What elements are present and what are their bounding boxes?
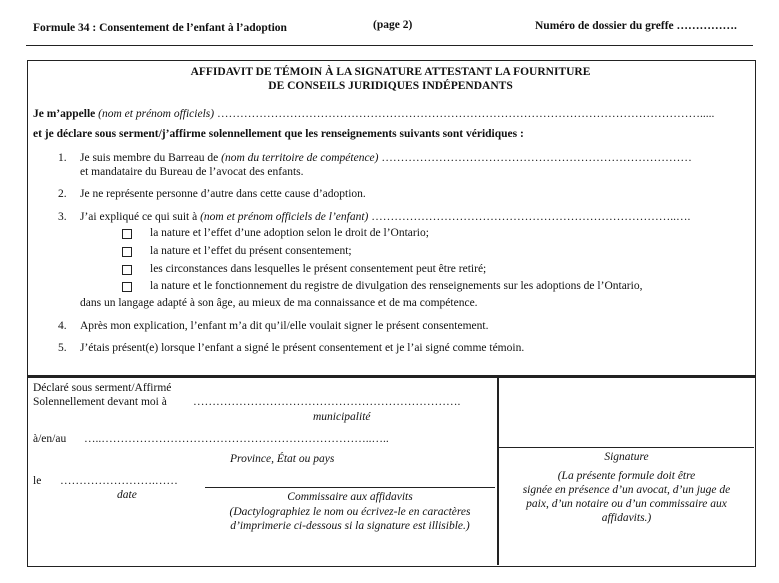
declaration: et je déclare sous serment/j’affirme solennellement que les renseignements suivants sont véridiques : xyxy=(33,128,524,140)
signature-note2: signée en présence d’un avocat, d’un juge de xyxy=(522,484,731,496)
commissioner-label: Commissaire aux affidavits xyxy=(287,491,413,503)
item1-line xyxy=(80,152,692,164)
sworn-line1: Déclaré sous serment/Affirmé xyxy=(33,382,172,394)
check-label-2: la nature et l’effet du présent consentement; xyxy=(150,245,352,257)
item1-number: 1. xyxy=(58,152,67,164)
item5-text: J’étais présent(e) lorsque l’enfant a signé le présent consentement et je l’ai signé comme témoin. xyxy=(80,342,525,354)
signature-note4: affidavits.) xyxy=(601,512,652,524)
section-divider xyxy=(27,375,755,378)
item1-text-cont: et mandataire du Bureau de l’avocat des enfants. xyxy=(80,166,304,178)
item3-end: dans un langage adapté à son âge, au mieux de ma connaissance et de ma compétence. xyxy=(80,297,478,309)
sworn-line2: Solennellement devant moi à xyxy=(33,396,167,408)
signature-label: Signature xyxy=(604,451,649,463)
check-label-1: la nature et l’effet d’une adoption selon le droit de l’Ontario; xyxy=(150,227,429,239)
signature-note1: (La présente formule doit être xyxy=(557,470,696,482)
signature-rule xyxy=(499,447,754,448)
name-line xyxy=(33,108,714,120)
header-rule xyxy=(26,45,753,46)
signature-note3: paix, d’un notaire ou d’un commissaire aux xyxy=(526,498,727,510)
item3-text: J’ai expliqué ce qui suit à xyxy=(80,211,198,223)
affidavit-title-line1: AFFIDAVIT DE TÉMOIN À LA SIGNATURE ATTESTANT LA FOURNITURE xyxy=(190,66,591,78)
aen-label: à/en/au xyxy=(33,433,67,445)
municipality-label: municipalité xyxy=(313,411,371,423)
checkbox-adoption-effect[interactable] xyxy=(122,229,132,239)
province-label: Province, État ou pays xyxy=(230,453,335,465)
item2-number: 2. xyxy=(58,188,67,200)
checkbox-withdrawal-circumstances[interactable] xyxy=(122,265,132,275)
province-dots: …..……………………………………………………………..….. xyxy=(84,433,389,445)
item1-text: Je suis membre du Barreau de xyxy=(80,152,219,164)
check-label-4: la nature et le fonctionnement du registre de divulgation des renseignements sur les adoptions de l’Ontario, xyxy=(150,280,643,292)
item4-number: 4. xyxy=(58,320,67,332)
item2-text: Je ne représente personne d’autre dans cette cause d’adoption. xyxy=(80,188,366,200)
commissioner-note2: d’imprimerie ci-dessous si la signature est illisible.) xyxy=(230,520,470,532)
page-number: (page 2) xyxy=(373,19,413,31)
date-dots: …………………….…… xyxy=(60,475,178,487)
item3-number: 3. xyxy=(58,211,67,223)
commissioner-note1: (Dactylographiez le nom ou écrivez-le en caractères xyxy=(229,506,471,518)
item5-number: 5. xyxy=(58,342,67,354)
item4-text: Après mon explication, l’enfant m’a dit qu’il/elle voulait signer le présent consentement. xyxy=(80,320,489,332)
checkbox-disclosure-registry[interactable] xyxy=(122,282,132,292)
municipality-dots: ……………………………………………………………. xyxy=(193,396,461,408)
form-title: Formule 34 : Consentement de l’enfant à l’adoption xyxy=(33,22,287,34)
affidavit-title-line2: DE CONSEILS JURIDIQUES INDÉPENDANTS xyxy=(268,80,513,92)
name-dots: ………………………………………………………………………………………………………………..... xyxy=(216,108,715,120)
checkbox-consent-effect[interactable] xyxy=(122,247,132,257)
commissioner-rule xyxy=(205,487,495,488)
item1-dots: ……………………………………………………………………… xyxy=(381,152,692,164)
le-label: le xyxy=(33,475,42,487)
name-hint: (nom et prénom officiels) xyxy=(98,108,215,120)
item1-hint: (nom du territoire de compétence) xyxy=(221,152,379,164)
date-label: date xyxy=(117,489,137,501)
check-label-3: les circonstances dans lesquelles le présent consentement peut être retiré; xyxy=(150,263,487,275)
item3-line xyxy=(80,211,690,223)
item3-dots: ……………………………………………………………………..…. xyxy=(371,211,691,223)
name-label: Je m’appelle xyxy=(33,108,96,120)
item3-hint: (nom et prénom officiels de l’enfant) xyxy=(200,211,369,223)
court-file-number: Numéro de dossier du greffe ……………. xyxy=(535,20,737,32)
